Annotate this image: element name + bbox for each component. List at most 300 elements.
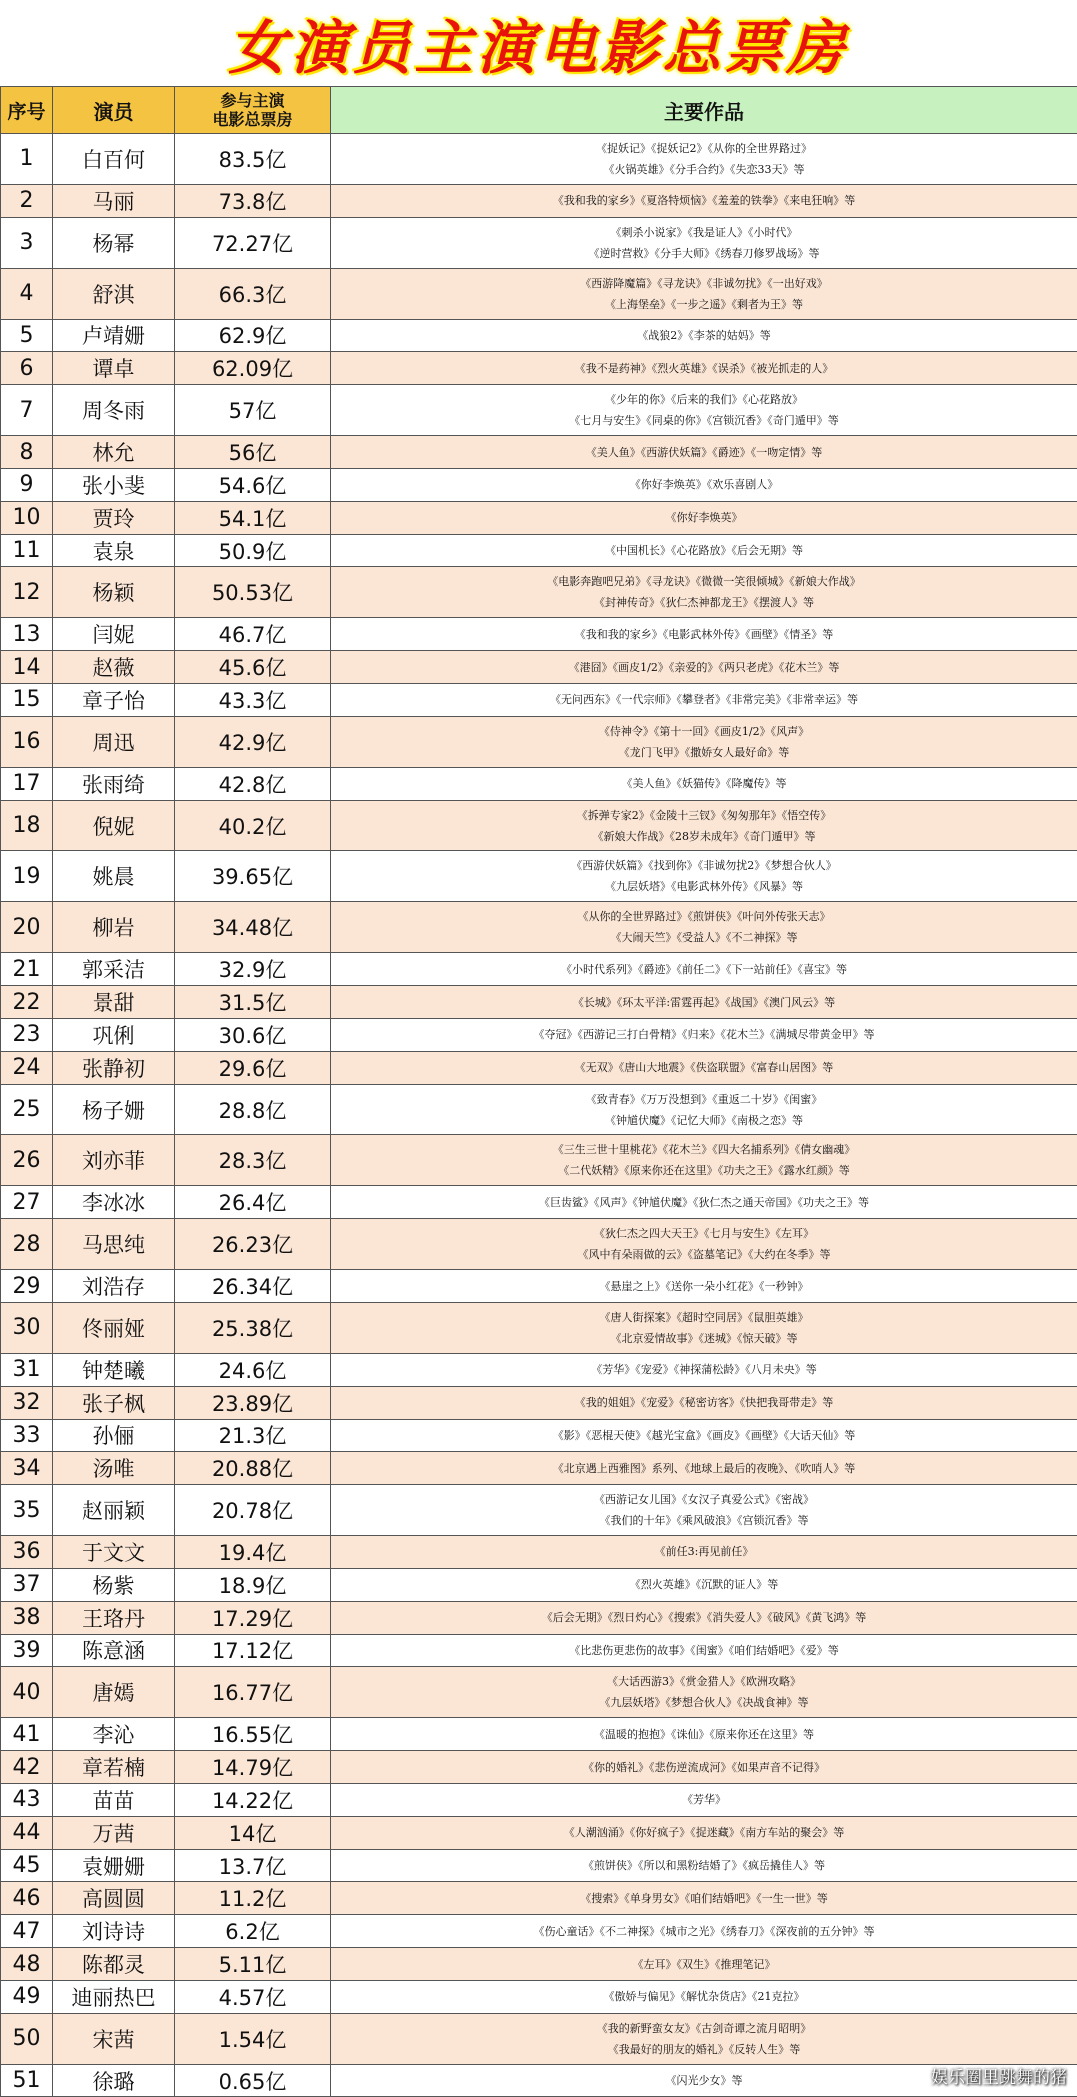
box-office-cell: 23.89亿 [175, 1386, 331, 1419]
works-cell [331, 352, 1077, 385]
actor-cell: 王珞丹 [53, 1601, 175, 1634]
actor-cell: 章子怡 [53, 683, 175, 716]
works-cell [331, 1882, 1077, 1915]
works-cell [331, 1051, 1077, 1084]
table-row [1, 1816, 1077, 1849]
works-line: 《美人鱼》《西游伏妖篇》《爵迹》《一吻定情》等 [331, 442, 1077, 463]
works-line: 《长城》《环太平洋:雷霆再起》《战国》《澳门风云》等 [331, 992, 1077, 1013]
works-line: 《左耳》《双生》《推理笔记》 [331, 1954, 1077, 1975]
works-line: 《比悲伤更悲伤的故事》《闺蜜》《咱们结婚吧》《爱》等 [331, 1640, 1077, 1661]
actor-cell: 杨紫 [53, 1568, 175, 1601]
actor-cell: 孙俪 [53, 1419, 175, 1452]
works-line: 《风中有朵雨做的云》《盗墓笔记》《大约在冬季》等 [331, 1244, 1077, 1265]
header-box-office-text: 参与主演 电影总票房 [212, 91, 292, 129]
rank-cell: 35 [1, 1485, 53, 1536]
actor-cell: 倪妮 [53, 800, 175, 851]
table-row [1, 134, 1077, 185]
works-cell [331, 1386, 1077, 1419]
works-line: 《侍神令》《第十一回》《画皮1/2》《风声》 [331, 721, 1077, 742]
works-line: 《我和我的家乡》《夏洛特烦恼》《羞羞的铁拳》《来电狂响》等 [331, 190, 1077, 211]
box-office-cell: 0.65亿 [175, 2064, 331, 2097]
rank-cell: 2 [1, 184, 53, 217]
works-cell [331, 1849, 1077, 1882]
rank-cell: 7 [1, 385, 53, 436]
actor-cell: 杨颖 [53, 567, 175, 618]
actor-cell: 李冰冰 [53, 1186, 175, 1219]
works-cell [331, 1915, 1077, 1948]
actor-cell: 杨幂 [53, 217, 175, 268]
table-row [1, 1270, 1077, 1303]
rank-cell: 3 [1, 217, 53, 268]
rank-cell: 37 [1, 1568, 53, 1601]
table-row [1, 1485, 1077, 1536]
works-cell [331, 953, 1077, 986]
rank-cell: 23 [1, 1018, 53, 1051]
rank-cell: 49 [1, 1980, 53, 2013]
table-row [1, 352, 1077, 385]
table-row [1, 953, 1077, 986]
rank-cell: 11 [1, 534, 53, 567]
works-line: 《我的姐姐》《宠爱》《秘密访客》《快把我哥带走》等 [331, 1392, 1077, 1413]
table-row [1, 1718, 1077, 1751]
works-line: 《大闹天竺》《受益人》《不二神探》等 [331, 927, 1077, 948]
rank-cell: 46 [1, 1882, 53, 1915]
works-line: 《电影奔跑吧兄弟》《寻龙诀》《微微一笑很倾城》《新娘大作战》 [331, 571, 1077, 592]
box-office-cell: 14.79亿 [175, 1751, 331, 1784]
box-office-cell: 29.6亿 [175, 1051, 331, 1084]
rank-cell: 36 [1, 1536, 53, 1569]
works-cell [331, 1751, 1077, 1784]
works-cell [331, 902, 1077, 953]
works-cell [331, 1084, 1077, 1135]
works-line: 《拆弹专家2》《金陵十三钗》《匆匆那年》《悟空传》 [331, 805, 1077, 826]
works-cell [331, 1018, 1077, 1051]
table-row [1, 1948, 1077, 1981]
table-row [1, 902, 1077, 953]
works-line: 《战狼2》《李茶的姑妈》等 [331, 325, 1077, 346]
table-row [1, 1882, 1077, 1915]
works-cell [331, 468, 1077, 501]
works-line: 《傲娇与偏见》《解忧杂货店》《21克拉》 [331, 1986, 1077, 2007]
table-row [1, 1135, 1077, 1186]
box-office-cell: 1.54亿 [175, 2013, 331, 2064]
actor-cell: 郭采洁 [53, 953, 175, 986]
works-cell [331, 1980, 1077, 2013]
works-line: 《小时代系列》《爵迹》《前任二》《下一站前任》《喜宝》等 [331, 959, 1077, 980]
rank-cell: 15 [1, 683, 53, 716]
rank-cell: 33 [1, 1419, 53, 1452]
works-cell [331, 716, 1077, 767]
table-row [1, 1849, 1077, 1882]
rank-cell: 30 [1, 1302, 53, 1353]
actor-cell: 迪丽热巴 [53, 1980, 175, 2013]
works-line: 《火锅英雄》《分手合约》《失恋33天》等 [331, 159, 1077, 180]
works-cell [331, 851, 1077, 902]
box-office-cell: 5.11亿 [175, 1948, 331, 1981]
works-cell [331, 800, 1077, 851]
box-office-cell: 45.6亿 [175, 651, 331, 684]
works-line: 《无问西东》《一代宗师》《攀登者》《非常完美》《非常幸运》等 [331, 689, 1077, 710]
box-office-cell: 34.48亿 [175, 902, 331, 953]
rank-cell: 26 [1, 1135, 53, 1186]
actor-cell: 袁姗姗 [53, 1849, 175, 1882]
header-row [1, 87, 1077, 134]
works-cell [331, 1536, 1077, 1569]
rank-cell: 50 [1, 2013, 53, 2064]
box-office-cell: 26.23亿 [175, 1219, 331, 1270]
works-line: 《芳华》《宠爱》《神探蒲松龄》《八月未央》等 [331, 1359, 1077, 1380]
works-line: 《西游伏妖篇》《找到你》《非诚勿扰2》《梦想合伙人》 [331, 855, 1077, 876]
rank-cell: 8 [1, 436, 53, 469]
table-row [1, 767, 1077, 800]
works-cell [331, 1948, 1077, 1981]
works-cell [331, 1302, 1077, 1353]
table-row [1, 534, 1077, 567]
table-row [1, 2064, 1077, 2097]
box-office-cell: 54.6亿 [175, 468, 331, 501]
box-office-cell: 50.9亿 [175, 534, 331, 567]
actor-cell: 赵丽颖 [53, 1485, 175, 1536]
rank-cell: 9 [1, 468, 53, 501]
works-line: 《人潮汹涌》《你好疯子》《捉迷藏》《南方车站的聚会》等 [331, 1822, 1077, 1843]
works-cell [331, 134, 1077, 185]
works-line: 《七月与安生》《同桌的你》《宫锁沉香》《奇门遁甲》等 [331, 410, 1077, 431]
table-row [1, 683, 1077, 716]
works-line: 《你的婚礼》《悲伤逆流成河》《如果声音不记得》 [331, 1757, 1077, 1778]
works-cell [331, 2013, 1077, 2064]
box-office-cell: 26.34亿 [175, 1270, 331, 1303]
rank-cell: 25 [1, 1084, 53, 1135]
actor-cell: 姚晨 [53, 851, 175, 902]
actor-cell: 钟楚曦 [53, 1353, 175, 1386]
works-line: 《芳华》 [331, 1789, 1077, 1810]
box-office-cell: 11.2亿 [175, 1882, 331, 1915]
table-row [1, 851, 1077, 902]
box-office-cell: 42.9亿 [175, 716, 331, 767]
table-row [1, 319, 1077, 352]
box-office-cell: 43.3亿 [175, 683, 331, 716]
box-office-cell: 28.3亿 [175, 1135, 331, 1186]
works-line: 《封神传奇》《狄仁杰神都龙王》《摆渡人》等 [331, 592, 1077, 613]
header-actor: 演员 [53, 87, 175, 134]
table-body [1, 134, 1077, 2097]
table-row [1, 567, 1077, 618]
works-line: 《刺杀小说家》《我是证人》《小时代》 [331, 222, 1077, 243]
works-line: 《北京爱情故事》《迷城》《惊天破》等 [331, 1328, 1077, 1349]
actor-cell: 林允 [53, 436, 175, 469]
box-office-cell: 17.29亿 [175, 1601, 331, 1634]
actor-cell: 马思纯 [53, 1219, 175, 1270]
actor-cell: 汤唯 [53, 1452, 175, 1485]
box-office-cell: 6.2亿 [175, 1915, 331, 1948]
table-row [1, 1219, 1077, 1270]
box-office-cell: 16.77亿 [175, 1667, 331, 1718]
header-works: 主要作品 [331, 87, 1077, 134]
works-cell [331, 1783, 1077, 1816]
rank-cell: 29 [1, 1270, 53, 1303]
works-line: 《美人鱼》《妖猫传》《降魔传》等 [331, 773, 1077, 794]
works-line: 《龙门飞甲》《撒娇女人最好命》等 [331, 742, 1077, 763]
works-line: 《三生三世十里桃花》《花木兰》《四大名捕系列》《倩女幽魂》 [331, 1139, 1077, 1160]
works-line: 《烈火英雄》《沉默的证人》等 [331, 1574, 1077, 1595]
works-line: 《你好李焕英》 [331, 507, 1077, 528]
header-box-office [175, 87, 331, 134]
works-line: 《煎饼侠》《所以和黑粉结婚了》《疯岳撬佳人》等 [331, 1855, 1077, 1876]
works-cell [331, 1270, 1077, 1303]
works-line: 《我最好的朋友的婚礼》《反转人生》等 [331, 2039, 1077, 2060]
rank-cell: 47 [1, 1915, 53, 1948]
rank-cell: 12 [1, 567, 53, 618]
box-office-cell: 26.4亿 [175, 1186, 331, 1219]
rank-cell: 39 [1, 1634, 53, 1667]
table-row [1, 986, 1077, 1019]
rank-cell: 48 [1, 1948, 53, 1981]
rank-cell: 4 [1, 268, 53, 319]
works-cell [331, 1601, 1077, 1634]
rank-cell: 21 [1, 953, 53, 986]
table-row [1, 1051, 1077, 1084]
actor-cell: 高圆圆 [53, 1882, 175, 1915]
actor-cell: 刘亦菲 [53, 1135, 175, 1186]
box-office-cell: 14亿 [175, 1816, 331, 1849]
rank-cell: 32 [1, 1386, 53, 1419]
actor-cell: 周冬雨 [53, 385, 175, 436]
works-line: 《港囧》《画皮1/2》《亲爱的》《两只老虎》《花木兰》等 [331, 657, 1077, 678]
table-row [1, 1601, 1077, 1634]
table-row [1, 1419, 1077, 1452]
box-office-cell: 62.9亿 [175, 319, 331, 352]
actor-cell: 卢靖姗 [53, 319, 175, 352]
actor-cell: 徐璐 [53, 2064, 175, 2097]
box-office-cell: 73.8亿 [175, 184, 331, 217]
works-cell [331, 767, 1077, 800]
actor-cell: 袁泉 [53, 534, 175, 567]
rank-cell: 44 [1, 1816, 53, 1849]
works-cell [331, 1718, 1077, 1751]
table-row [1, 468, 1077, 501]
works-line: 《西游降魔篇》《寻龙诀》《非诚勿扰》《一出好戏》 [331, 273, 1077, 294]
page-title: 女演员主演电影总票房 [228, 1, 848, 85]
rank-cell: 5 [1, 319, 53, 352]
box-office-cell: 62.09亿 [175, 352, 331, 385]
box-office-cell: 16.55亿 [175, 1718, 331, 1751]
works-line: 《新娘大作战》《28岁未成年》《奇门遁甲》等 [331, 826, 1077, 847]
actor-cell: 舒淇 [53, 268, 175, 319]
actor-cell: 闫妮 [53, 618, 175, 651]
actor-cell: 马丽 [53, 184, 175, 217]
table-row [1, 1915, 1077, 1948]
works-cell [331, 683, 1077, 716]
works-cell [331, 1135, 1077, 1186]
table-row [1, 1980, 1077, 2013]
table-row [1, 2013, 1077, 2064]
table-row [1, 1751, 1077, 1784]
works-line: 《搜索》《单身男女》《咱们结婚吧》《一生一世》等 [331, 1888, 1077, 1909]
actor-cell: 刘诗诗 [53, 1915, 175, 1948]
works-line: 《从你的全世界路过》《煎饼侠》《叶问外传张天志》 [331, 906, 1077, 927]
rank-cell: 51 [1, 2064, 53, 2097]
rank-cell: 45 [1, 1849, 53, 1882]
box-office-cell: 18.9亿 [175, 1568, 331, 1601]
works-cell [331, 436, 1077, 469]
works-line: 《唐人街探案》《超时空同居》《鼠胆英雄》 [331, 1307, 1077, 1328]
table-row [1, 716, 1077, 767]
works-line: 《二代妖精》《原来你还在这里》《功夫之王》《露水红颜》等 [331, 1160, 1077, 1181]
box-office-cell: 54.1亿 [175, 501, 331, 534]
rank-cell: 13 [1, 618, 53, 651]
works-line: 《悬崖之上》《送你一朵小红花》《一秒钟》 [331, 1276, 1077, 1297]
title-bar [0, 0, 1077, 86]
rank-cell: 43 [1, 1783, 53, 1816]
works-cell [331, 567, 1077, 618]
box-office-cell: 14.22亿 [175, 1783, 331, 1816]
box-office-cell: 39.65亿 [175, 851, 331, 902]
table-row [1, 501, 1077, 534]
works-line: 《大话西游3》《赏金猎人》《欧洲攻略》 [331, 1671, 1077, 1692]
table-row [1, 1568, 1077, 1601]
works-line: 《巨齿鲨》《风声》《钟馗伏魔》《狄仁杰之通天帝国》《功夫之王》等 [331, 1192, 1077, 1213]
box-office-cell: 20.88亿 [175, 1452, 331, 1485]
works-cell [331, 618, 1077, 651]
actor-cell: 周迅 [53, 716, 175, 767]
actor-cell: 杨子姗 [53, 1084, 175, 1135]
header-rank: 序号 [1, 87, 53, 134]
works-cell [331, 1667, 1077, 1718]
table-row [1, 1302, 1077, 1353]
table-row [1, 651, 1077, 684]
box-office-cell: 17.12亿 [175, 1634, 331, 1667]
rank-cell: 20 [1, 902, 53, 953]
works-cell [331, 1634, 1077, 1667]
actor-cell: 张静初 [53, 1051, 175, 1084]
works-cell [331, 1219, 1077, 1270]
rank-cell: 22 [1, 986, 53, 1019]
works-cell [331, 1419, 1077, 1452]
rank-cell: 40 [1, 1667, 53, 1718]
table-row [1, 1353, 1077, 1386]
box-office-cell: 13.7亿 [175, 1849, 331, 1882]
actor-cell: 唐嫣 [53, 1667, 175, 1718]
works-line: 《伤心童话》《不二神探》《城市之光》《绣春刀》《深夜前的五分钟》等 [331, 1921, 1077, 1942]
table-row [1, 800, 1077, 851]
works-cell [331, 651, 1077, 684]
works-cell [331, 1568, 1077, 1601]
actor-cell: 贾玲 [53, 501, 175, 534]
actor-cell: 万茜 [53, 1816, 175, 1849]
works-line: 《西游记女儿国》《女汉子真爱公式》《密战》 [331, 1489, 1077, 1510]
rank-cell: 42 [1, 1751, 53, 1784]
rank-cell: 10 [1, 501, 53, 534]
table-row [1, 1018, 1077, 1051]
actor-cell: 陈都灵 [53, 1948, 175, 1981]
works-line: 《捉妖记》《捉妖记2》《从你的全世界路过》 [331, 138, 1077, 159]
table-row [1, 268, 1077, 319]
actor-cell: 章若楠 [53, 1751, 175, 1784]
table-row [1, 1536, 1077, 1569]
rank-cell: 27 [1, 1186, 53, 1219]
works-line: 《你好李焕英》《欢乐喜剧人》 [331, 474, 1077, 495]
actor-cell: 谭卓 [53, 352, 175, 385]
works-cell [331, 986, 1077, 1019]
works-cell [331, 268, 1077, 319]
table-row [1, 1084, 1077, 1135]
table-row [1, 1452, 1077, 1485]
box-office-table [0, 86, 1077, 2097]
works-line: 《九层妖塔》《梦想合伙人》《决战食神》等 [331, 1692, 1077, 1713]
box-office-cell: 83.5亿 [175, 134, 331, 185]
works-line: 《我的新野蛮女友》《古剑奇谭之流月昭明》 [331, 2018, 1077, 2039]
box-office-cell: 46.7亿 [175, 618, 331, 651]
actor-cell: 苗苗 [53, 1783, 175, 1816]
actor-cell: 巩俐 [53, 1018, 175, 1051]
table-row [1, 184, 1077, 217]
actor-cell: 于文文 [53, 1536, 175, 1569]
works-cell [331, 1353, 1077, 1386]
box-office-cell: 19.4亿 [175, 1536, 331, 1569]
table-row [1, 1386, 1077, 1419]
works-line: 《我们的十年》《乘风破浪》《宫锁沉香》等 [331, 1510, 1077, 1531]
table-row [1, 618, 1077, 651]
works-line: 《后会无期》《烈日灼心》《搜索》《消失爱人》《破风》《黄飞鸿》等 [331, 1607, 1077, 1628]
box-office-cell: 30.6亿 [175, 1018, 331, 1051]
rank-cell: 38 [1, 1601, 53, 1634]
works-line: 《逆时营救》《分手大师》《绣春刀修罗战场》等 [331, 243, 1077, 264]
rank-cell: 19 [1, 851, 53, 902]
works-line: 《影》《恶棍天使》《越光宝盒》《画皮》《画壁》《大话天仙》等 [331, 1425, 1077, 1446]
box-office-cell: 4.57亿 [175, 1980, 331, 2013]
box-office-cell: 42.8亿 [175, 767, 331, 800]
works-cell [331, 534, 1077, 567]
rank-cell: 28 [1, 1219, 53, 1270]
works-line: 《上海堡垒》《一步之遥》《剩者为王》等 [331, 294, 1077, 315]
box-office-cell: 25.38亿 [175, 1302, 331, 1353]
works-cell [331, 1485, 1077, 1536]
actor-cell: 刘浩存 [53, 1270, 175, 1303]
box-office-cell: 32.9亿 [175, 953, 331, 986]
box-office-cell: 20.78亿 [175, 1485, 331, 1536]
works-line: 《九层妖塔》《电影武林外传》《风暴》等 [331, 876, 1077, 897]
works-line: 《闪光少女》等 [331, 2070, 1077, 2091]
actor-cell: 佟丽娅 [53, 1302, 175, 1353]
box-office-cell: 24.6亿 [175, 1353, 331, 1386]
box-office-cell: 21.3亿 [175, 1419, 331, 1452]
box-office-cell: 56亿 [175, 436, 331, 469]
works-line: 《无双》《唐山大地震》《佚盗联盟》《富春山居图》等 [331, 1057, 1077, 1078]
works-line: 《中国机长》《心花路放》《后会无期》等 [331, 540, 1077, 561]
actor-cell: 白百何 [53, 134, 175, 185]
works-cell [331, 385, 1077, 436]
actor-cell: 张雨绮 [53, 767, 175, 800]
rank-cell: 18 [1, 800, 53, 851]
works-cell [331, 501, 1077, 534]
table-row [1, 1783, 1077, 1816]
table-row [1, 217, 1077, 268]
table-row [1, 1667, 1077, 1718]
works-line: 《少年的你》《后来的我们》《心花路放》 [331, 389, 1077, 410]
works-cell [331, 1186, 1077, 1219]
box-office-cell: 66.3亿 [175, 268, 331, 319]
rank-cell: 24 [1, 1051, 53, 1084]
actor-cell: 陈意涵 [53, 1634, 175, 1667]
actor-cell: 张小斐 [53, 468, 175, 501]
actor-cell: 景甜 [53, 986, 175, 1019]
rank-cell: 6 [1, 352, 53, 385]
table-row [1, 436, 1077, 469]
rank-cell: 1 [1, 134, 53, 185]
works-line: 《前任3:再见前任》 [331, 1541, 1077, 1562]
works-line: 《致青春》《万万没想到》《重返二十岁》《闺蜜》 [331, 1089, 1077, 1110]
works-cell [331, 184, 1077, 217]
